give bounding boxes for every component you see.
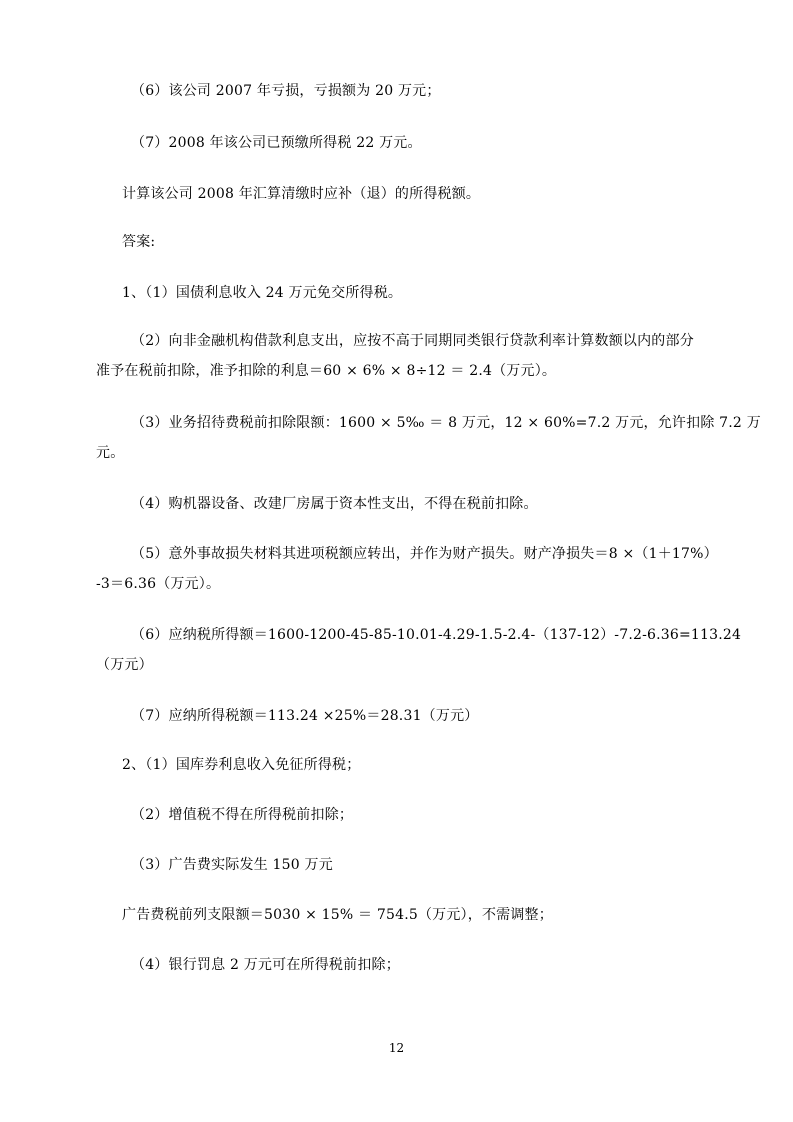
text-line: （5）意外事故损失材料其进项税额应转出，并作为财产损失。财产净损失＝8 ×（1＋17%） (131, 546, 718, 562)
text-line: 答案: (122, 234, 156, 250)
text-line: 准予在税前扣除，准予扣除的利息＝60 × 6% × 8÷12 ＝ 2.4（万元）。 (96, 363, 557, 379)
text-line: （万元） (96, 657, 153, 673)
text-line: （7）应纳所得税额＝113.24 ×25%＝28.31（万元） (131, 708, 479, 724)
text-line: 2、（1）国库券利息收入免征所得税； (122, 757, 361, 773)
text-line: （3）广告费实际发生 150 万元 (131, 857, 333, 873)
page-number: 12 (388, 1041, 405, 1055)
text-line: （4）购机器设备、改建厂房属于资本性支出，不得在税前扣除。 (131, 496, 538, 512)
text-line: （4）银行罚息 2 万元可在所得税前扣除； (131, 957, 400, 973)
text-line: （3）业务招待费税前扣除限额：1600 × 5‰ ＝ 8 万元，12 × 60%=7.2 万元，允许扣除 7.2 万 (131, 415, 761, 431)
text-line: （2）增值税不得在所得税前扣除； (131, 807, 354, 823)
text-line: 元。 (96, 445, 125, 461)
text-line: （6）应纳税所得额＝1600-1200-45-85-10.01-4.29-1.5-2.4-（137-12）-7.2-6.36=113.24 (131, 627, 742, 643)
text-line: 1、（1）国债利息收入 24 万元免交所得税。 (122, 285, 403, 301)
text-line: 计算该公司 2008 年汇算清缴时应补（退）的所得税额。 (122, 186, 481, 202)
text-line: 广告费税前列支限额＝5030 × 15% ＝ 754.5（万元），不需调整； (122, 907, 553, 923)
text-line: （6）该公司 2007 年亏损，亏损额为 20 万元； (131, 83, 441, 99)
text-line: （2）向非金融机构借款利息支出，应按不高于同期同类银行贷款利率计算数额以内的部分 (131, 333, 694, 349)
text-line: （7）2008 年该公司已预缴所得税 22 万元。 (131, 135, 422, 151)
text-line: -3＝6.36（万元）。 (96, 576, 221, 592)
